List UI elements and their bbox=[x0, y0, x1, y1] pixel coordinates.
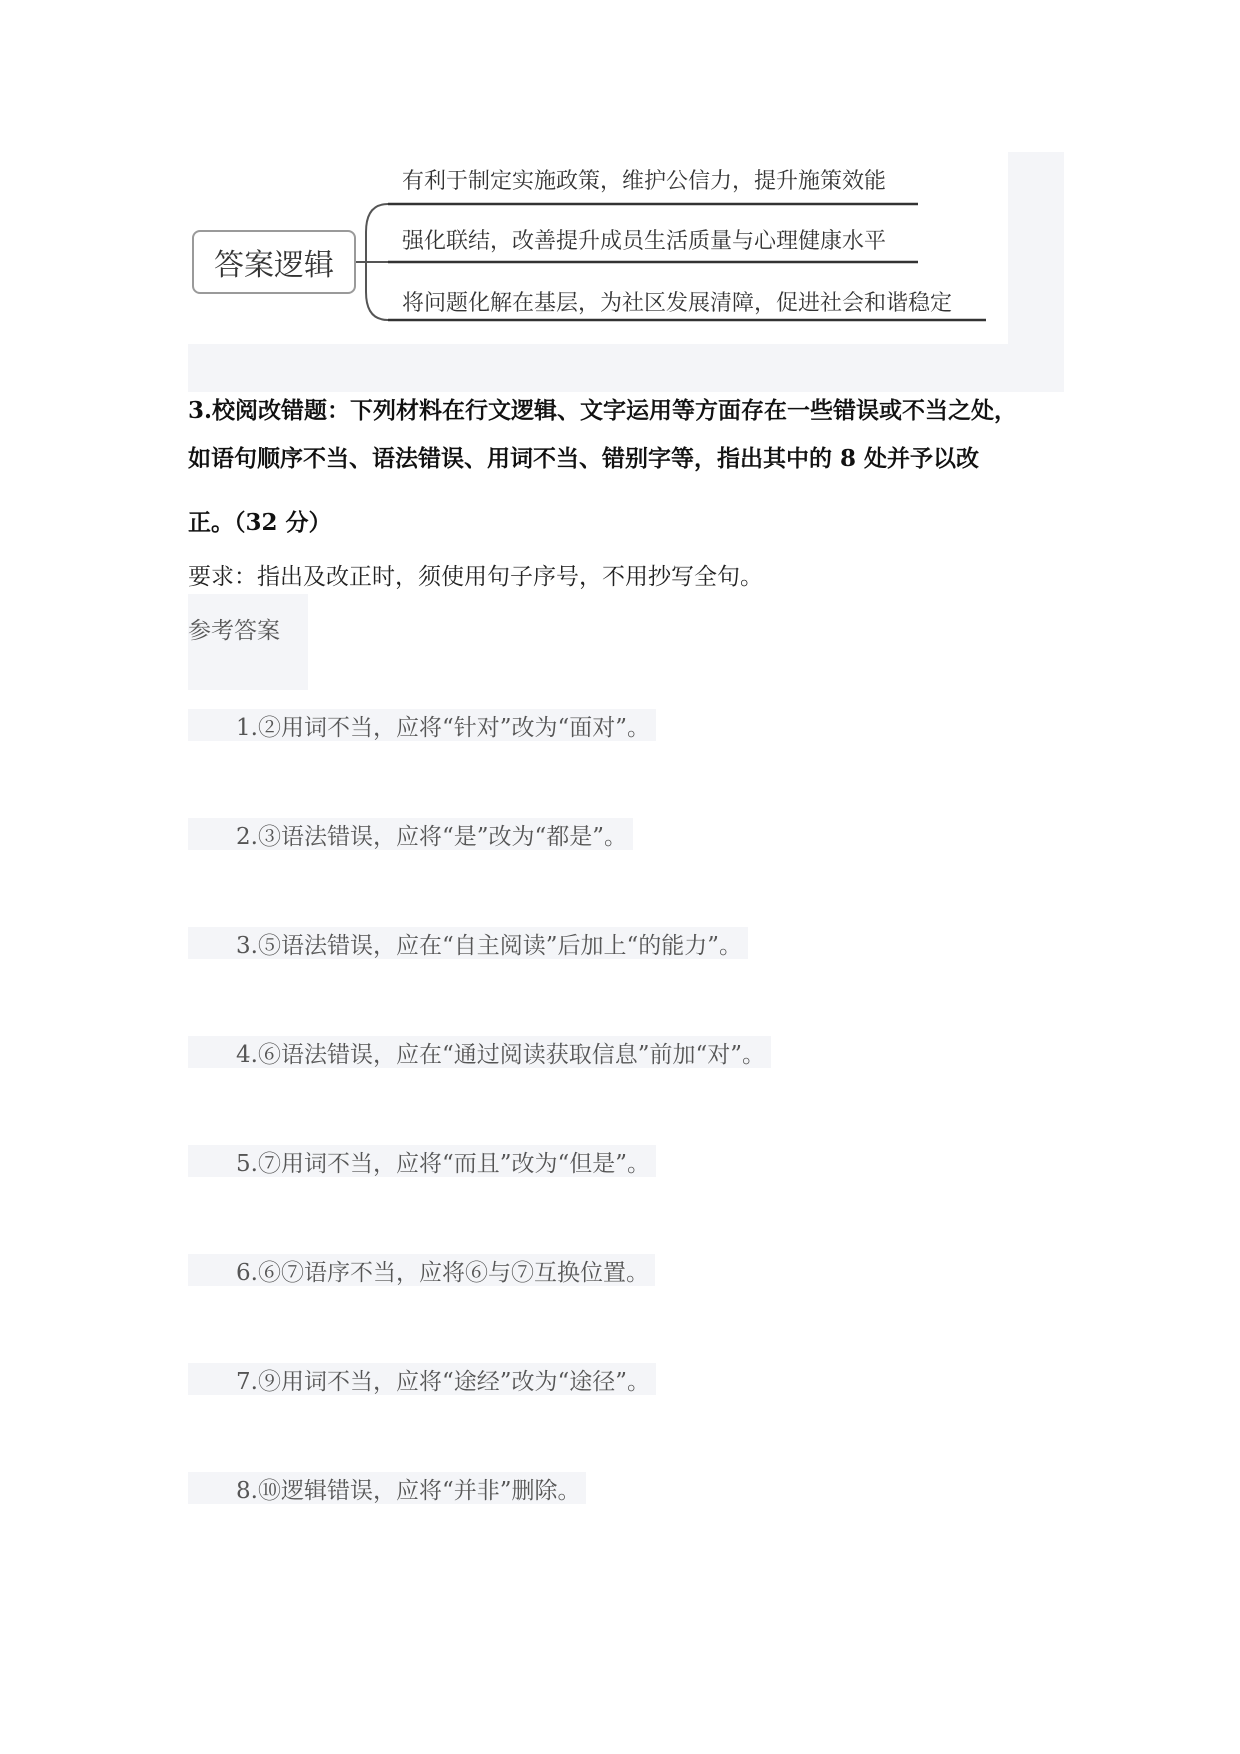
answer-item-6: 6.⑥⑦语序不当，应将⑥与⑦互换位置。 bbox=[188, 1254, 655, 1286]
answer-item-1: 1.②用词不当，应将“针对”改为“面对”。 bbox=[188, 709, 656, 741]
answer-item-5: 5.⑦用词不当，应将“而且”改为“但是”。 bbox=[188, 1145, 656, 1177]
mind-map-canvas bbox=[188, 152, 1008, 344]
mind-map-branch-1: 有利于制定实施政策，维护公信力，提升施策效能 bbox=[402, 169, 887, 194]
answer-item-7: 7.⑨用词不当，应将“途经”改为“途径”。 bbox=[188, 1363, 656, 1395]
answer-item-8: 8.⑩逻辑错误，应将“并非”删除。 bbox=[188, 1472, 586, 1504]
mind-map-figure bbox=[188, 152, 1064, 392]
mind-map-branch-3: 将问题化解在基层，为社区发展清障，促进社会和谐稳定 bbox=[402, 291, 953, 316]
mind-map-root-node: 答案逻辑 bbox=[192, 230, 356, 294]
mind-map-branch-2: 强化联结，改善提升成员生活质量与心理健康水平 bbox=[402, 229, 887, 254]
question-line-1: 3.校阅改错题：下列材料在行文逻辑、文字运用等方面存在一些错误或不当之处， bbox=[188, 397, 1018, 424]
answer-item-2: 2.③语法错误，应将“是”改为“都是”。 bbox=[188, 818, 633, 850]
reference-answer-header bbox=[188, 594, 308, 690]
reference-answer-label: 参考答案 bbox=[188, 618, 280, 644]
question-line-3: 正。（32 分） bbox=[188, 509, 332, 536]
answer-item-4: 4.⑥语法错误，应在“通过阅读获取信息”前加“对”。 bbox=[188, 1036, 771, 1068]
question-line-2: 如语句顺序不当、语法错误、用词不当、错别字等，指出其中的 8 处并予以改 bbox=[188, 445, 980, 472]
answer-item-3: 3.⑤语法错误，应在“自主阅读”后加上“的能力”。 bbox=[188, 927, 748, 959]
question-requirement: 要求：指出及改正时，须使用句子序号，不用抄写全句。 bbox=[188, 564, 763, 590]
